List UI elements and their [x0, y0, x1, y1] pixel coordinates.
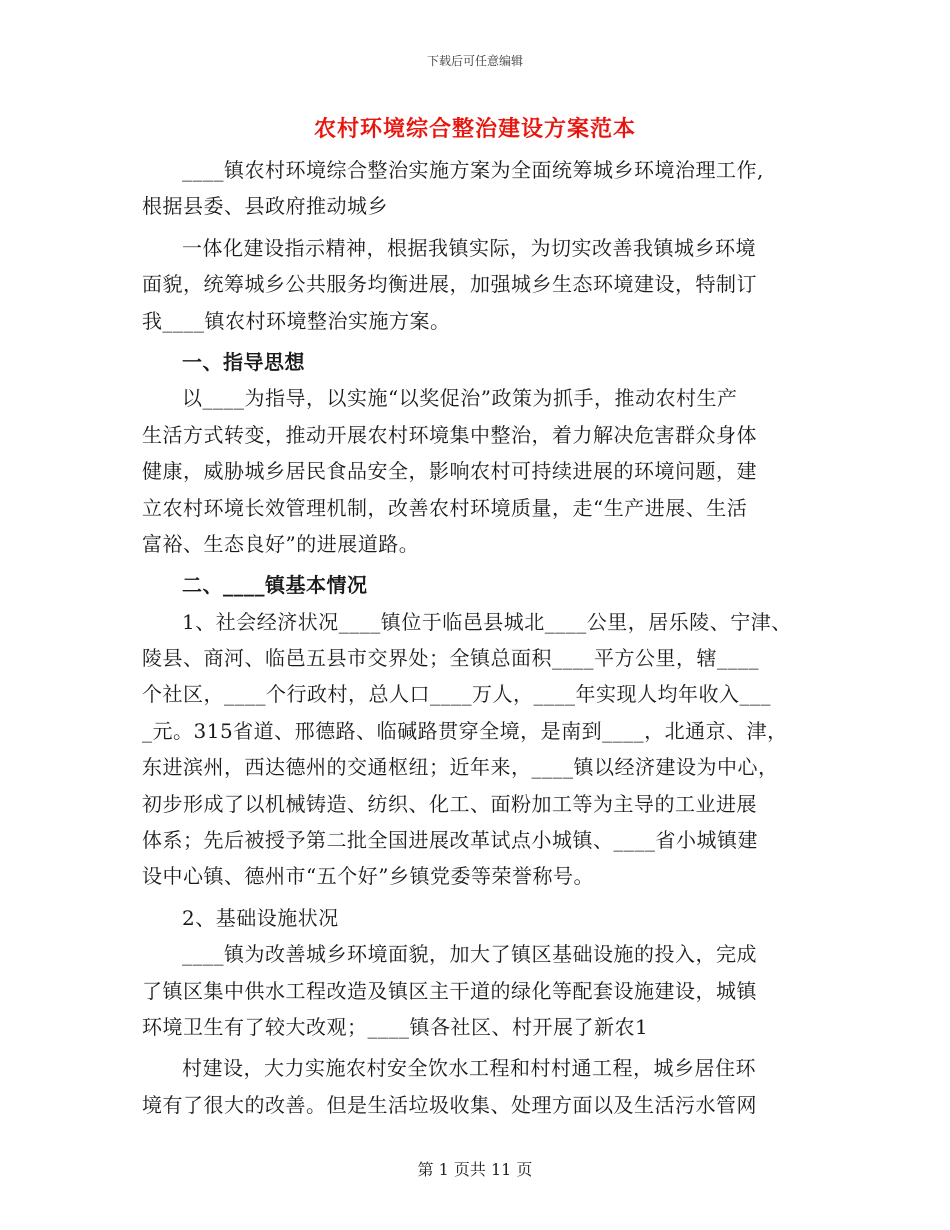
paragraph-line: 面貌，统筹城乡公共服务均衡进展，加强城乡生态环境建设，特制订 — [142, 272, 757, 297]
paragraph-line: 设中心镇、德州市“五个好”乡镇党委等荣誉称号。 — [142, 864, 594, 889]
section-heading: 一、指导思想 — [182, 349, 305, 374]
paragraph-line: 村建设，大力实施农村安全饮水工程和村村通工程，城乡居住环 — [182, 1056, 756, 1081]
paragraph-line: 健康，威胁城乡居民食品安全，影响农村可持续进展的环境问题，建 — [142, 459, 757, 484]
paragraph-line: 以____为指导，以实施“以奖促治”政策为抓手，推动农村生产 — [182, 386, 738, 411]
paragraph-line: 我____镇农村环境整治实施方案。 — [142, 308, 451, 333]
paragraph-line: 体系；先后被授予第二批全国进展改革试点小城镇、____省小城镇建 — [142, 828, 758, 853]
paragraph-line: 根据县委、县政府推动城乡 — [142, 194, 388, 219]
paragraph-line: 生活方式转变，推动开展农村环境集中整治，着力解决危害群众身体 — [142, 422, 757, 447]
section-heading: 二、____镇基本情况 — [182, 573, 368, 598]
document-body — [142, 152, 822, 1123]
paragraph-line: 个社区，____个行政村，总人口____万人，____年实现人均年收入___ — [142, 682, 771, 707]
paragraph-line: 一体化建设指示精神，根据我镇实际，为切实改善我镇城乡环境 — [182, 235, 756, 260]
paragraph-line: _元。315省道、邢德路、临碱路贯穿全境，是南到____，北通京、津， — [142, 718, 788, 743]
paragraph-line: ____镇为改善城乡环境面貌，加大了镇区基础设施的投入，完成 — [182, 942, 757, 967]
paragraph-line: 环境卫生有了较大改观；____镇各社区、村开展了新农1 — [142, 1014, 649, 1039]
document-title: 农村环境综合整治建设方案范本 — [313, 116, 636, 142]
page-footer: 第 1 页共 11 页 — [417, 1160, 533, 1179]
paragraph-line: 1、社会经济状况____镇位于临邑县城北____公里，居乐陵、宁津、 — [182, 609, 792, 634]
paragraph-line: ____镇农村环境综合整治实施方案为全面统筹城乡环境治理工作, — [182, 158, 764, 182]
paragraph-line: 初步形成了以机械铸造、纺织、化工、面粉加工等为主导的工业进展 — [142, 791, 757, 816]
paragraph-line: 富裕、生态良好”的进展道路。 — [142, 531, 420, 556]
page-header-note: 下载后可任意编辑 — [426, 54, 523, 68]
paragraph-line: 了镇区集中供水工程改造及镇区主干道的绿化等配套设施建设，城镇 — [142, 978, 757, 1003]
paragraph-line: 境有了很大的改善。但是生活垃圾收集、处理方面以及生活污水管网 — [142, 1092, 757, 1117]
paragraph-line: 陵县、商河、临邑五县市交界处；全镇总面积____平方公里，辖____ — [142, 646, 759, 671]
subsection-heading: 2、基础设施状况 — [182, 905, 339, 930]
paragraph-line: 立农村环境长效管理机制，改善农村环境质量，走“生产进展、生活 — [142, 495, 748, 520]
paragraph-line: 东进滨州，西达德州的交通枢纽；近年来，____镇以经济建设为中心， — [142, 755, 779, 780]
